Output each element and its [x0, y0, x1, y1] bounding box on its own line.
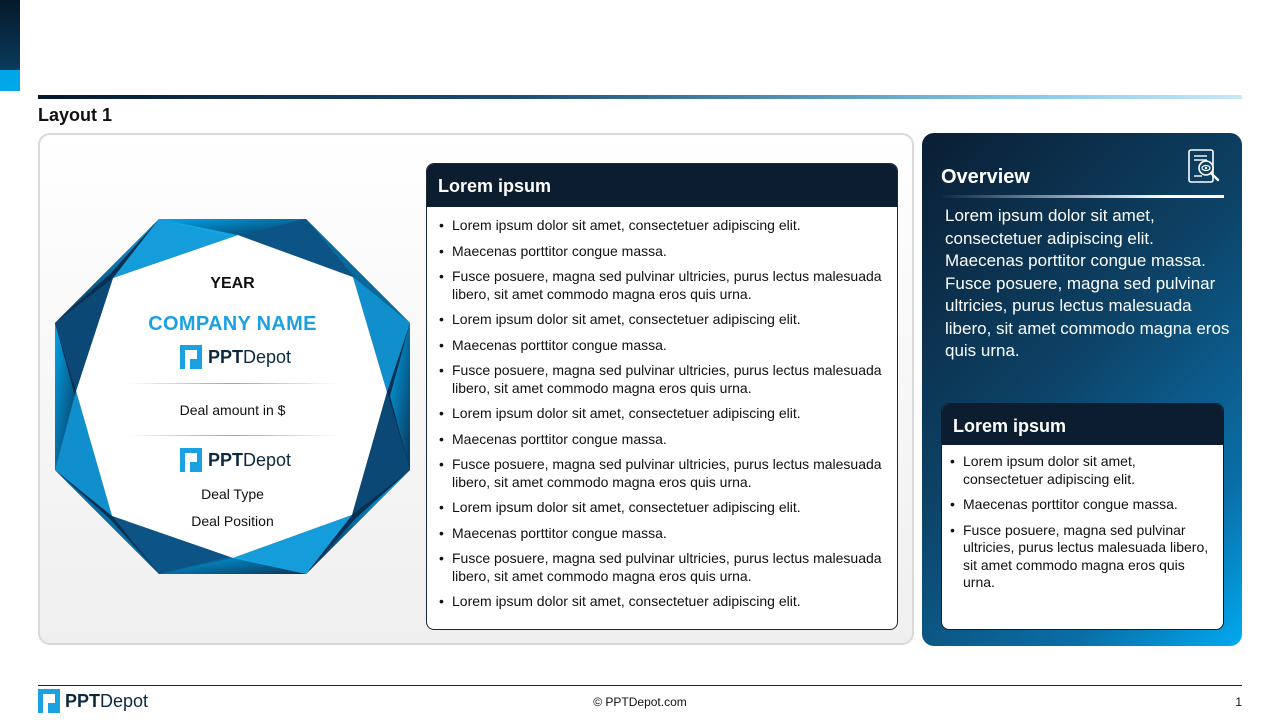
list-item: • Maecenas porttitor congue massa. [942, 496, 1223, 514]
deal-amount: Deal amount in $ [179, 402, 286, 418]
octagon-content [55, 219, 410, 574]
pptdepot-logo-icon [180, 345, 202, 369]
list-item: • Fusce posuere, magna sed pulvinar ultricies, purus lectus malesuada libero, sit amet commodo magna eros quis urna. [427, 550, 897, 585]
copyright: © PPTDepot.com [593, 695, 687, 709]
list-item: • Lorem ipsum dolor sit amet, consectetuer adipiscing elit. [427, 311, 897, 329]
list-item: • Maecenas porttitor congue massa. [427, 243, 897, 261]
list-item: • Lorem ipsum dolor sit amet, consectetuer adipiscing elit. [427, 593, 897, 611]
deal-position: Deal Position [191, 513, 274, 529]
overview-text: Lorem ipsum dolor sit amet, consectetuer adipiscing elit. Maecenas porttitor congue massa. Fusce posuere, magna sed pulvinar ultricies, purus lectus malesuada libero, sit amet commodo magna eros quis urna. [945, 206, 1230, 360]
right-card-list [942, 445, 1223, 592]
logo-text-bold: PPT [65, 690, 101, 711]
center-card [426, 163, 898, 630]
right-card [941, 403, 1224, 630]
center-card-title: Lorem ipsum [427, 164, 897, 207]
list-item: • Fusce posuere, magna sed pulvinar ultricies, purus lectus malesuada libero, sit amet commodo magna eros quis urna. [427, 456, 897, 491]
logo-text-regular: Depot [243, 346, 292, 367]
pptdepot-logo [180, 448, 300, 472]
list-item: • Fusce posuere, magna sed pulvinar ultricies, purus lectus malesuada libero, sit amet commodo magna eros quis urna. [427, 362, 897, 397]
list-item: • Lorem ipsum dolor sit amet, consectetuer adipiscing elit. [427, 499, 897, 517]
slide-title: Layout 1 [38, 105, 113, 125]
logo-text-bold: PPT [208, 449, 244, 470]
logo-text-bold: PPT [208, 346, 244, 367]
list-item: • Fusce posuere, magna sed pulvinar ultricies, purus lectus malesuada libero, sit amet commodo magna eros quis urna. [427, 268, 897, 303]
company-name: COMPANY NAME [148, 313, 317, 335]
pptdepot-logo [180, 345, 300, 369]
corner-accent-dark [0, 0, 20, 70]
separator [127, 383, 338, 384]
list-item: • Lorem ipsum dolor sit amet, consectetuer adipiscing elit. [427, 405, 897, 423]
page-number: 1 [1235, 695, 1242, 709]
overview-rule [941, 195, 1224, 198]
list-item: • Maecenas porttitor congue massa. [427, 525, 897, 543]
list-item: • Maecenas porttitor congue massa. [427, 431, 897, 449]
list-item: • Lorem ipsum dolor sit amet, consectetuer adipiscing elit. [942, 453, 1223, 488]
center-card-list [427, 207, 897, 611]
pptdepot-logo-icon [180, 448, 202, 472]
logo-text-regular: Depot [243, 449, 292, 470]
list-item: • Fusce posuere, magna sed pulvinar ultricies, purus lectus malesuada libero, sit amet commodo magna eros quis urna. [942, 522, 1223, 592]
corner-accent-blue [0, 70, 20, 91]
year-label: YEAR [210, 275, 255, 292]
logo-text-regular: Depot [100, 690, 149, 711]
deal-type: Deal Type [201, 486, 264, 502]
right-card-title: Lorem ipsum [942, 404, 1223, 445]
footer-rule [38, 685, 1242, 686]
header-rule [38, 95, 1242, 99]
list-item: • Maecenas porttitor congue massa. [427, 337, 897, 355]
overview-title: Overview [941, 166, 1030, 188]
list-item: • Lorem ipsum dolor sit amet, consectetuer adipiscing elit. [427, 217, 897, 235]
document-search-icon [1185, 148, 1223, 186]
separator [127, 435, 338, 436]
